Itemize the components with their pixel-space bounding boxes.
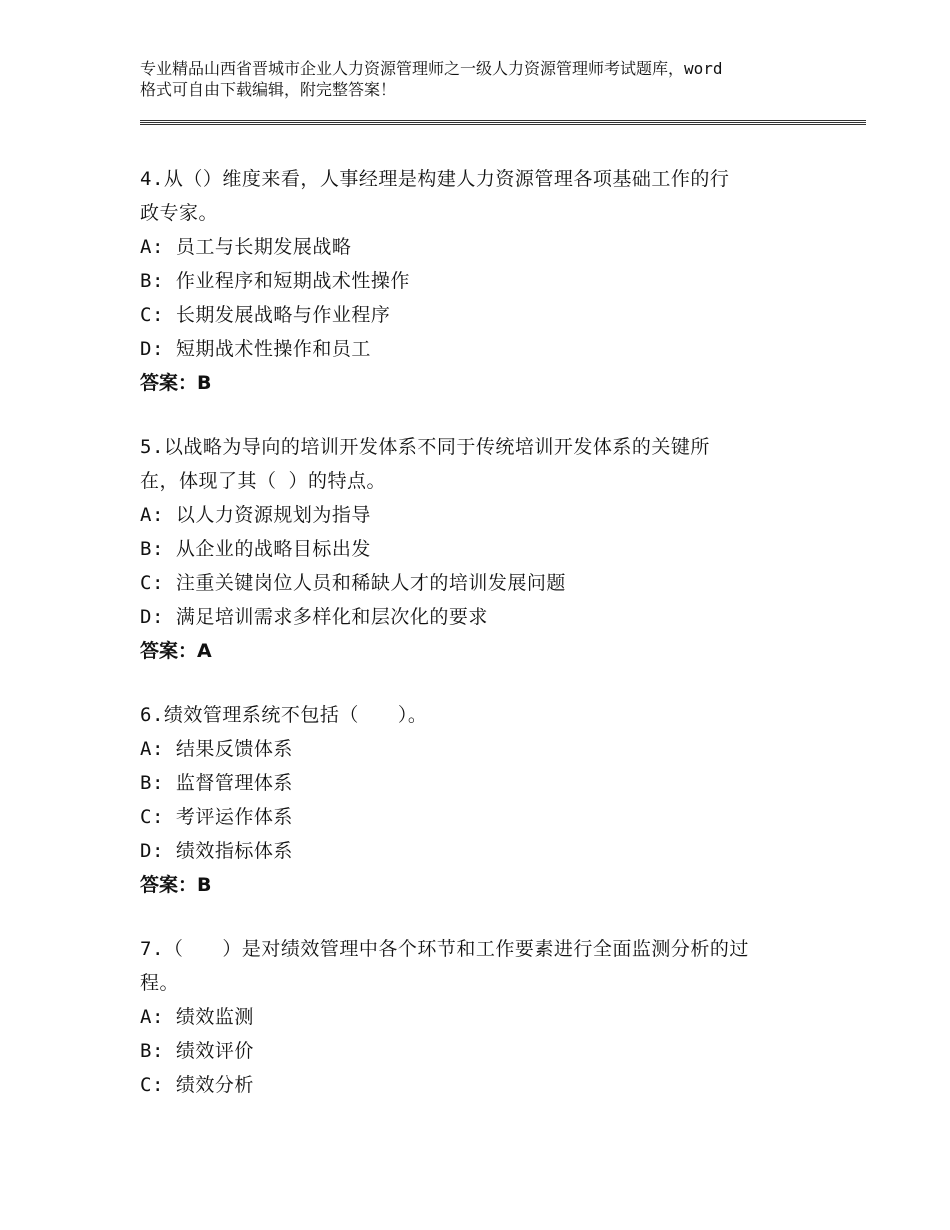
question-5 — [140, 430, 820, 668]
question-4 — [140, 162, 820, 400]
header-divider — [140, 124, 866, 125]
option-text: 监督管理体系 — [175, 772, 293, 794]
option-d — [140, 332, 820, 366]
option-letter: C: — [140, 806, 164, 828]
question-stem: 5.以战略为导向的培训开发体系不同于传统培训开发体系的关键所 — [140, 436, 710, 458]
option-text: 绩效分析 — [175, 1074, 254, 1096]
answer-label: 答案：A — [140, 640, 212, 662]
option-text: 短期战术性操作和员工 — [175, 338, 371, 360]
option-letter: B: — [140, 538, 164, 560]
option-letter: B: — [140, 270, 164, 292]
option-c — [140, 298, 820, 332]
option-text: 长期发展战略与作业程序 — [175, 304, 391, 326]
option-a — [140, 1000, 820, 1034]
question-stem: 在，体现了其（ ）的特点。 — [140, 470, 386, 492]
option-c — [140, 800, 820, 834]
option-letter: D: — [140, 840, 164, 862]
option-letter: D: — [140, 606, 164, 628]
option-text: 从企业的战略目标出发 — [175, 538, 371, 560]
option-letter: A: — [140, 738, 164, 760]
option-text: 注重关键岗位人员和稀缺人才的培训发展问题 — [175, 572, 566, 594]
answer-label: 答案：B — [140, 372, 212, 394]
option-c — [140, 566, 820, 600]
option-letter: B: — [140, 772, 164, 794]
option-a — [140, 498, 820, 532]
option-text: 以人力资源规划为指导 — [175, 504, 371, 526]
header-divider — [140, 120, 866, 121]
option-text: 结果反馈体系 — [175, 738, 293, 760]
option-d — [140, 834, 820, 868]
option-text: 考评运作体系 — [175, 806, 293, 828]
option-letter: A: — [140, 504, 164, 526]
option-letter: A: — [140, 236, 164, 258]
header-divider — [140, 122, 866, 123]
option-a — [140, 732, 820, 766]
option-d — [140, 600, 820, 634]
question-stem: 程。 — [140, 972, 180, 994]
option-text: 绩效指标体系 — [175, 840, 293, 862]
option-letter: C: — [140, 1074, 164, 1096]
question-list — [140, 162, 820, 1132]
option-letter: A: — [140, 1006, 164, 1028]
option-b — [140, 532, 820, 566]
question-stem: 7.（ ）是对绩效管理中各个环节和工作要素进行全面监测分析的过 — [140, 938, 749, 960]
option-c — [140, 1068, 820, 1102]
option-b — [140, 264, 820, 298]
option-letter: B: — [140, 1040, 164, 1062]
option-b — [140, 1034, 820, 1068]
option-letter: C: — [140, 304, 164, 326]
answer-label: 答案：B — [140, 874, 212, 896]
header-line-2: 格式可自由下载编辑，附完整答案！ — [140, 80, 397, 99]
option-text: 绩效评价 — [175, 1040, 254, 1062]
question-6 — [140, 698, 820, 902]
option-b — [140, 766, 820, 800]
option-letter: C: — [140, 572, 164, 594]
option-a — [140, 230, 820, 264]
option-text: 作业程序和短期战术性操作 — [175, 270, 410, 292]
document-header — [140, 58, 840, 100]
question-stem: 政专家。 — [140, 202, 219, 224]
option-letter: D: — [140, 338, 164, 360]
option-text: 员工与长期发展战略 — [175, 236, 352, 258]
option-text: 满足培训需求多样化和层次化的要求 — [175, 606, 488, 628]
question-stem: 6.绩效管理系统不包括（ ）。 — [140, 704, 428, 726]
question-stem: 4.从（）维度来看，人事经理是构建人力资源管理各项基础工作的行 — [140, 168, 730, 190]
question-7 — [140, 932, 820, 1102]
header-line-1: 专业精品山西省晋城市企业人力资源管理师之一级人力资源管理师考试题库，word — [140, 59, 723, 78]
option-text: 绩效监测 — [175, 1006, 254, 1028]
